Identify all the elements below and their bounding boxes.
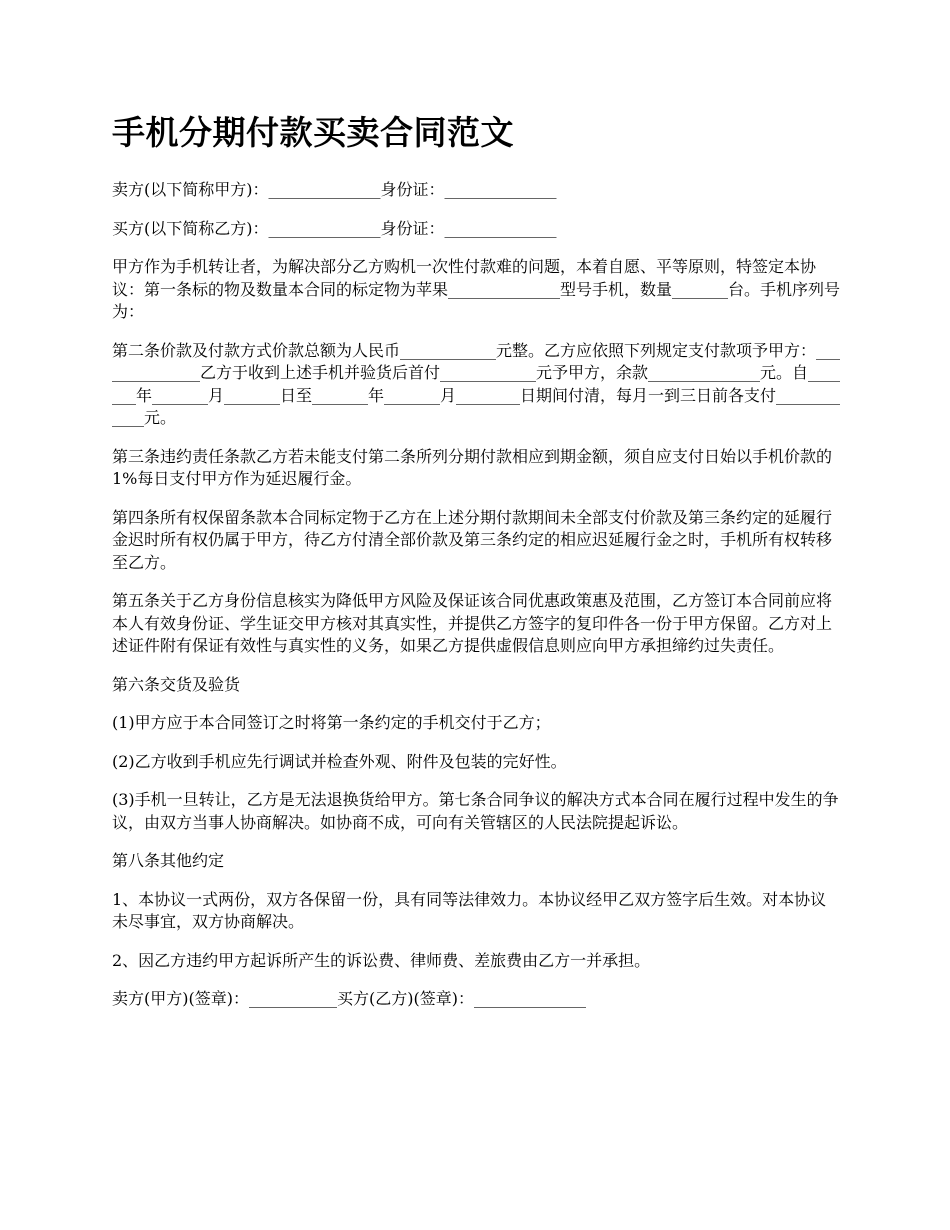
intro-article-1: 甲方作为手机转让者，为解决部分乙方购机一次性付款难的问题，本着自愿、平等原则，特签定本协议：第一条标的物及数量本合同的标定物为苹果______________型号手机，数量_______台。手机序列号为： <box>112 257 841 322</box>
article-5-identity: 第五条关于乙方身份信息核实为降低甲方风险及保证该合同优惠政策惠及范围，乙方签订本合同前应将本人有效身份证、学生证交甲方核对其真实性，并提供乙方签字的复印件各一份于甲方保留。乙方对上述证件附有保证有效性与真实性的义务，如果乙方提供虚假信息则应向甲方承担缔约过失责任。 <box>112 591 833 656</box>
article-4-ownership: 第四条所有权保留条款本合同标定物于乙方在上述分期付款期间未全部支付价款及第三条约定的延履行金迟时所有权仍属于甲方，待乙方付清全部价款及第三条约定的相应迟延履行金之时，手机所有权转移至乙方。 <box>112 507 833 572</box>
article-8-item-1: 1、本协议一式两份，双方各保留一份，具有同等法律效力。本协议经甲乙双方签字后生效。对本协议未尽事宜，双方协商解决。 <box>112 889 827 932</box>
article-3-breach: 第三条违约责任条款乙方若未能支付第二条所列分期付款相应到期金额，须自应支付日始以手机价款的1%每日支付甲方作为延迟履行金。 <box>112 446 833 489</box>
document-page <box>112 112 842 1027</box>
article-8-heading: 第八条其他约定 <box>112 851 225 871</box>
document-title: 手机分期付款买卖合同范文 <box>112 113 514 152</box>
article-6-item-1: (1)甲方应于本合同签订之时将第一条约定的手机交付于乙方； <box>112 713 551 733</box>
article-2-payment: 第二条价款及付款方式价款总额为人民币____________元整。乙方应依照下列规定支付款项予甲方：______________乙方于收到上述手机并验货后首付____________元予甲方，余款______________元。自_______年_______月_______日至_______年_______月________日期间付清，每月一到三日前各支付____________元。 <box>112 340 841 428</box>
signature-line: 卖方(甲方)(签章)：___________买方(乙方)(签章)：______________ <box>112 989 586 1009</box>
article-6-heading: 第六条交货及验货 <box>112 674 241 694</box>
article-8-item-2: 2、因乙方违约甲方起诉所产生的诉讼费、律师费、差旅费由乙方一并承担。 <box>112 950 651 970</box>
seller-info-line: 卖方(以下简称甲方)：______________身份证：______________ <box>112 180 557 200</box>
buyer-info-line: 买方(以下简称乙方)：______________身份证：______________ <box>112 218 557 238</box>
article-6-item-2: (2)乙方收到手机应先行调试并检查外观、附件及包装的完好性。 <box>112 751 567 771</box>
article-6-item-3: (3)手机一旦转让，乙方是无法退换货给甲方。第七条合同争议的解决方式本合同在履行过程中发生的争议，由双方当事人协商解决。如协商不成，可向有关管辖区的人民法院提起诉讼。 <box>112 790 839 832</box>
